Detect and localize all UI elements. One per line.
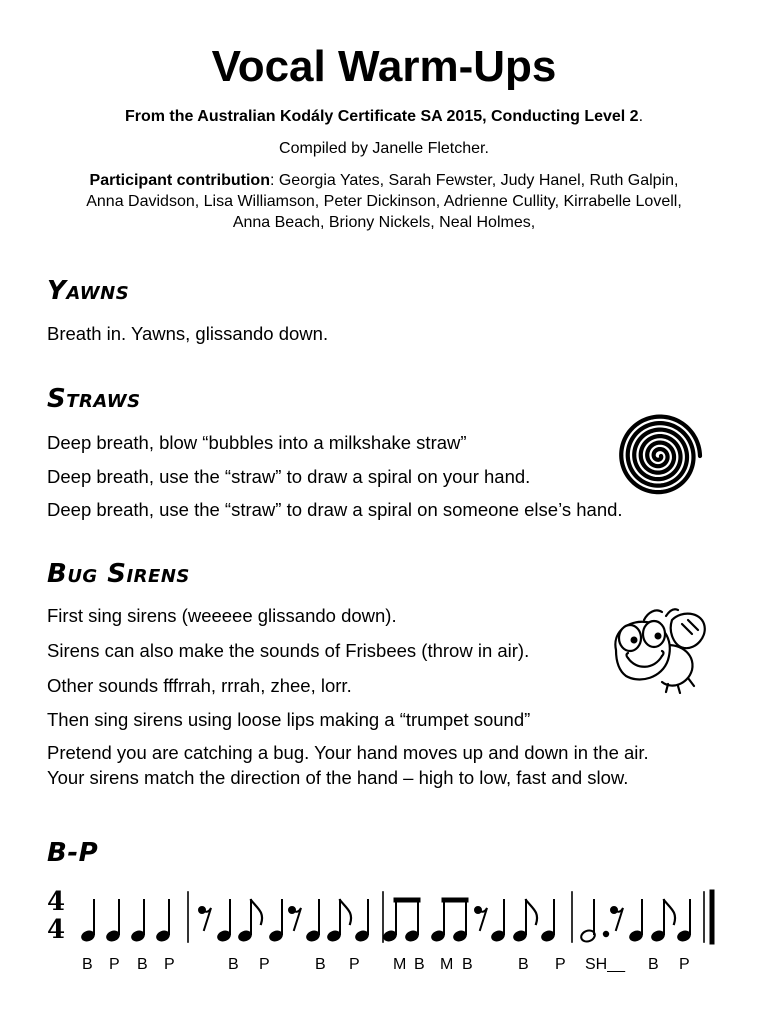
participants-line-2: Anna Davidson, Lisa Williamson, Peter Dickinson, Adrienne Cullity, Kirrabelle Lovell, bbox=[86, 193, 682, 210]
section-heading-bug-sirens: Bug Sirens bbox=[47, 559, 190, 589]
section-heading-yawns: Yawns bbox=[47, 276, 130, 306]
participants bbox=[0, 170, 768, 233]
page-title: Vocal Warm-Ups bbox=[211, 42, 557, 91]
bug-sirens-line-2: Sirens can also make the sounds of Frisbees (throw in air). bbox=[47, 640, 530, 661]
note-flag bbox=[340, 900, 351, 924]
note-flag bbox=[526, 900, 537, 924]
lyric-syllable: B bbox=[414, 956, 425, 973]
note-dot bbox=[604, 932, 608, 936]
rhythm-staff bbox=[40, 880, 730, 950]
straws-line-3: Deep breath, use the “straw” to draw a spiral on someone else’s hand. bbox=[47, 499, 623, 520]
participants-label: Participant contribution bbox=[89, 172, 270, 189]
participants-line-3: Anna Beach, Briony Nickels, Neal Holmes, bbox=[232, 214, 536, 231]
lyric-syllable: P bbox=[679, 956, 690, 973]
bug-sirens-line-5: Pretend you are catching a bug. Your hand moves up and down in the air. bbox=[47, 742, 649, 763]
lyric-syllable: B bbox=[462, 956, 473, 973]
participants-line-1: : Georgia Yates, Sarah Fewster, Judy Hanel, Ruth Galpin, bbox=[269, 172, 679, 189]
bug-sirens-line-1: First sing sirens (weeeee glissando down). bbox=[47, 605, 397, 626]
compiled-by: Compiled by Janelle Fletcher. bbox=[279, 140, 489, 157]
source-period: . bbox=[638, 108, 644, 125]
lyric-syllable: P bbox=[164, 956, 175, 973]
lyric-syllable: B bbox=[228, 956, 239, 973]
straws-line-2: Deep breath, use the “straw” to draw a spiral on your hand. bbox=[47, 466, 531, 487]
lyric-syllable: B bbox=[137, 956, 148, 973]
bug-sirens-line-3: Other sounds fffrrah, rrrah, zhee, lorr. bbox=[47, 675, 352, 696]
yawns-line-1: Breath in. Yawns, glissando down. bbox=[47, 323, 329, 344]
spiral-icon bbox=[614, 411, 704, 501]
note-flag bbox=[251, 900, 262, 924]
lyric-syllable: P bbox=[259, 956, 270, 973]
time-signature-top: 4 bbox=[47, 887, 66, 917]
eighth-rest bbox=[292, 908, 301, 930]
source-line bbox=[0, 108, 768, 126]
lyric-syllable: P bbox=[109, 956, 120, 973]
lyric-syllable: M bbox=[393, 956, 407, 973]
note-flag bbox=[664, 900, 675, 924]
time-signature-bottom: 4 bbox=[47, 915, 66, 945]
eighth-rest bbox=[478, 908, 487, 930]
lyric-syllable: P bbox=[349, 956, 360, 973]
source-text: From the Australian Kodály Certificate SA 2015, Conducting Level 2 bbox=[124, 108, 639, 125]
lyric-syllable: B bbox=[82, 956, 93, 973]
eighth-rest bbox=[614, 908, 623, 930]
eighth-rest bbox=[202, 908, 211, 930]
straws-line-1: Deep breath, blow “bubbles into a milkshake straw” bbox=[47, 432, 467, 453]
section-heading-bp: B-P bbox=[47, 838, 99, 868]
lyric-syllable: P bbox=[555, 956, 566, 973]
bug-sirens-line-4: Then sing sirens using loose lips making a “trumpet sound” bbox=[47, 709, 531, 730]
bug-sirens-line-6: Your sirens match the direction of the hand – high to low, fast and slow. bbox=[47, 767, 629, 788]
lyric-syllable: M bbox=[440, 956, 454, 973]
section-heading-straws: Straws bbox=[47, 384, 141, 414]
lyric-syllable: B bbox=[518, 956, 529, 973]
lyric-syllable: SH__ bbox=[585, 956, 626, 973]
bug-cartoon-icon bbox=[604, 604, 714, 694]
lyric-syllable: B bbox=[648, 956, 659, 973]
lyric-syllable: B bbox=[315, 956, 326, 973]
